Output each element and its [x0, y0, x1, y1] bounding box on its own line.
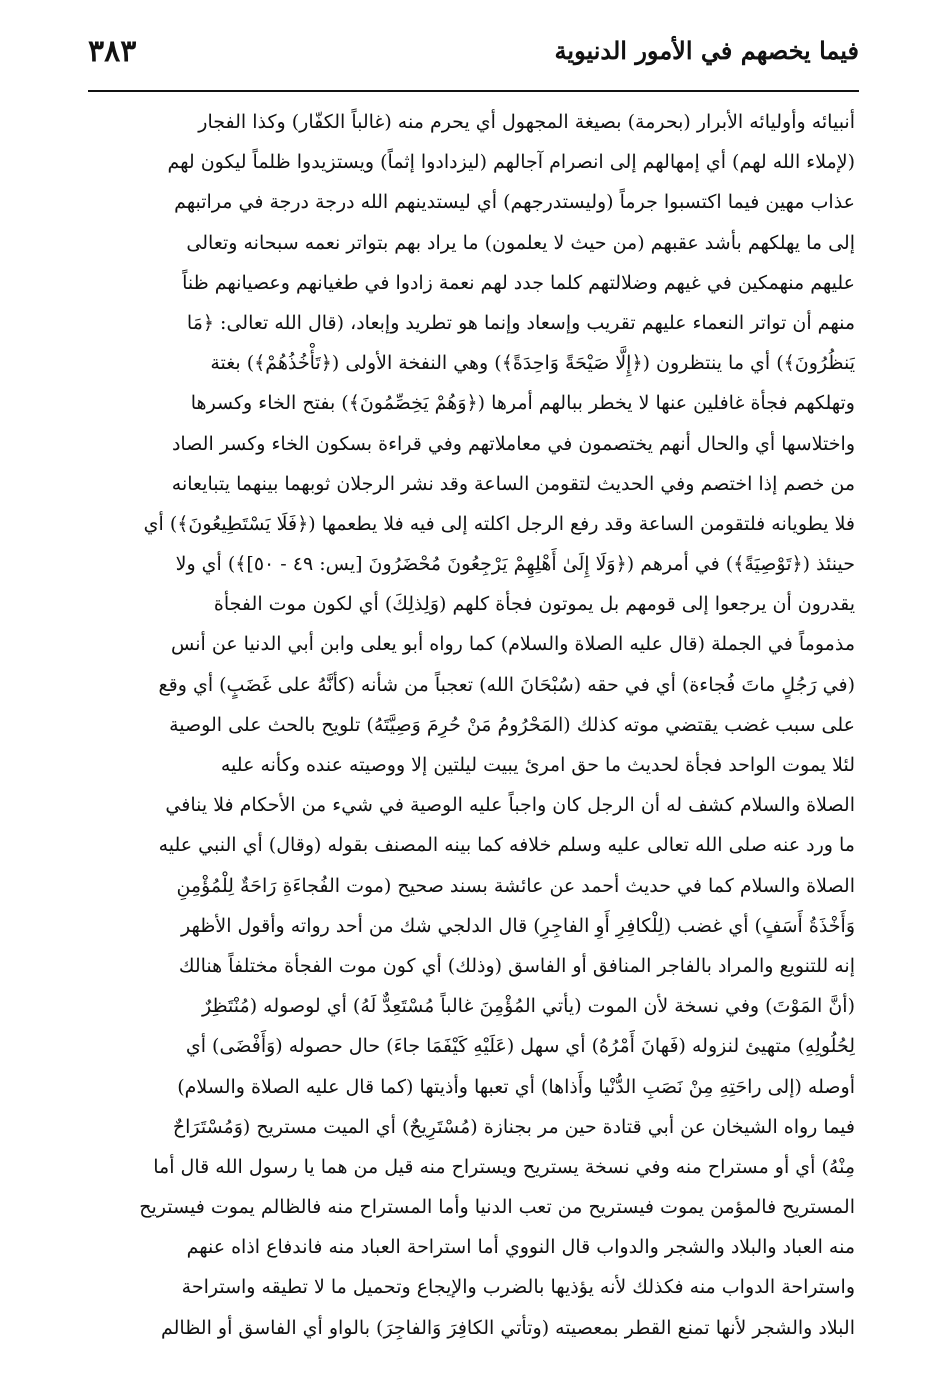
text-line: (أنَّ المَوْتَ) وفي نسخة لأن الموت (يأتي المُؤْمِنَ غالباً مُسْتَعِدٌّ لَهُ) أي لوصوله (مُنْتَظِرٌ: [201, 995, 855, 1018]
text-line: وتهلكهم فجأة غافلين عنها لا يخطر ببالهم أمرها (﴿وَهُمْ يَخِصِّمُونَ﴾) بفتح الخاء وكسرها: [190, 392, 855, 415]
text-line: منه العباد والبلاد والشجر والدواب قال النووي أما استراحة العباد منه فاندفاع اذاه عنهم: [186, 1236, 855, 1259]
text-line: حينئذ (﴿تَوْصِيَةً﴾) في أمرهم (﴿وَلَا إِلَىٰ أَهْلِهِمْ يَرْجِعُونَ مُحْضَرُونَ [يس: ٤٩ - ٥٠]﴾) أي ولا: [175, 553, 855, 576]
text-line: إلى ما يهلكهم بأشد عقبهم (من حيث لا يعلمون) ما يراد بهم بتواتر نعمه سبحانه وتعالى: [186, 231, 855, 254]
text-line: واختلاسها أي والحال أنهم يختصمون في معاملاتهم وفي قراءة بسكون الخاء وكسر الصاد: [171, 432, 855, 455]
text-line: من خصم إذا اختصم وفي الحديث لتقومن الساعة وقد نشر الرجلان ثوبهما بينهما يتبايعانه: [171, 472, 855, 495]
text-line: (لإملاء الله لهم) أي إمهالهم إلى انصرام آجالهم (ليزدادوا إثماً) ويستزيدوا ظلماً ليكون لهم: [167, 151, 855, 174]
text-line: واستراحة الدواب منه فكذلك لأنه يؤذيها بالضرب والإيجاع وتحميل ما لا تطيقه واستراحة: [181, 1276, 855, 1299]
text-line: منهم أن تواتر النعماء عليهم تقريب وإسعاد وإنما هو تطريد وإبعاد، (قال الله تعالى: ﴿مَا: [186, 311, 855, 334]
text-line: الصلاة والسلام كشف له أن الرجل كان واجباً عليه الوصية في شيء من الأحكام فلا ينافي: [165, 794, 855, 817]
text-line: أنبيائه وأوليائه الأبرار (بحرمة) بصيغة المجهول أي يحرم منه (غالباً الكفّار) وكذا الفجار: [198, 111, 855, 133]
text-line: فيما رواه الشيخان عن أبي قتادة حين مر بجنازة (مُسْتَرِيحٌ) أي الميت مستريح (وَمُسْتَرَاحٌ: [172, 1115, 855, 1138]
text-line: (في رَجُلٍ ماتَ فُجاءة) أي في حقه (سُبْحَانَ الله) تعجباً من شأنه (كأنَّهُ على غَضَبٍ) أي وقع: [158, 673, 855, 696]
text-line: مِنْهُ) أي أو مستراح منه وفي نسخة يستريح ويستراح منه قيل من هما يا رسول الله قال أما: [153, 1155, 855, 1178]
text-line: لئلا يموت الواحد فجأة لحديث ما حق امرئ يبيت ليلتين إلا ووصيته عنده وكأنه عليه: [220, 754, 855, 776]
text-line: على سبب غضب يقتضي موته كذلك (المَحْرُومُ مَنْ حُرِمَ وَصِيَّتَهُ) تلويح بالحث على الوصية: [169, 713, 855, 736]
header-divider: [88, 90, 859, 92]
text-line: فلا يطويانه فلتقومن الساعة وقد رفع الرجل اكلته إلى فيه فلا يطعمها (﴿فَلَا يَسْتَطِيعُونَ﴾) أي: [143, 512, 855, 535]
text-line: أوصله (إلى راحَتِهِ مِنْ نَصَبِ الدُّنْيا وأَذاها) أي تعبها وأذيتها (كما قال عليه الصلاة والسلام): [177, 1075, 855, 1098]
page-number: ٣٨٣: [88, 34, 137, 69]
text-line: وَأَخْذَةُ أَسَفٍ) أي غضب (لِلْكافِرِ أَوِ الفاجِرِ) قال الدلجي شك من أحد رواته وأقول الأظهر: [181, 914, 855, 937]
text-line: مذموماً في الجملة (قال عليه الصلاة والسلام) كما رواه أبو يعلى وابن أبي الدنيا عن أنس: [170, 633, 855, 656]
text-line: الصلاة والسلام كما في حديث أحمد عن عائشة بسند صحيح (موت الفُجاءَةِ رَاحَةٌ لِلْمُؤْمِنِ: [176, 874, 855, 897]
running-title: فيما يخصهم في الأمور الدنيوية: [554, 36, 859, 65]
text-line: البلاد والشجر لأنها تمنع القطر بمعصيته (وتأتي الكافِرَ وَالفاجِرَ) بالواو أي الفاسق أو الظالم: [160, 1316, 855, 1339]
text-line: يَنظُرُونَ﴾) أي ما ينتظرون (﴿إِلَّا صَيْحَةً وَاحِدَةً﴾) وهي النفخة الأولى (﴿تَأْخُذُهُمْ﴾) بغتة: [210, 352, 855, 375]
text-line: المستريح فالمؤمن يموت فيستريح من تعب الدنيا وأما المستراح منه فالظالم يموت فيستريح: [139, 1196, 855, 1219]
text-line: ما ورد عنه صلى الله تعالى عليه وسلم خلافه كما بينه المصنف بقوله (وقال) أي النبي عليه: [158, 834, 855, 857]
text-line: إنه للتنويع والمراد بالفاجر المنافق أو الفاسق (وذلك) أي كون موت الفجأة مختلفاً هنالك: [178, 954, 855, 977]
text-line: عليهم منهمكين في غيهم وضلالتهم كلما جدد لهم نعمة زادوا في طغيانهم وعصيانهم ظناً: [182, 271, 855, 294]
text-line: عذاب مهين فيما اكتسبوا جرماً (وليستدرجهم) أي ليستدينهم الله درجة درجة في مراتبهم: [174, 191, 855, 214]
text-line: لِحُلُولِهِ) متهيئ لنزوله (فَهانَ أَمْرُهُ) أي سهل (عَلَيْهِ كَيْفَمَا جاءَ) حال حصوله (وَأَفْضَى) أي: [185, 1035, 855, 1058]
body-text: [92, 102, 855, 1372]
text-line: يقدرون أن يرجعوا إلى قومهم بل يموتون فجأة كلهم (وَلِذلِكَ) أي لكون موت الفجأة: [213, 593, 855, 616]
page-header: [88, 30, 859, 82]
